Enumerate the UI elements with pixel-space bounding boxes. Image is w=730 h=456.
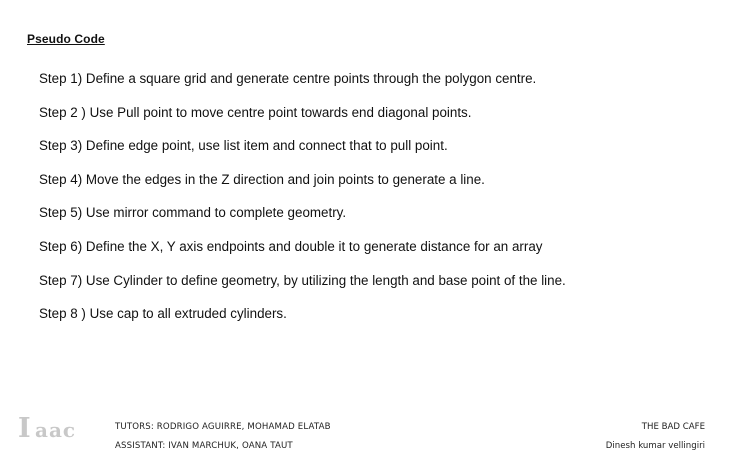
project-title: THE BAD CAFE: [641, 422, 705, 432]
step-7: Step 7) Use Cylinder to define geometry, by utilizing the length and base point of the line.: [39, 272, 566, 288]
step-5: Step 5) Use mirror command to complete geometry.: [39, 205, 347, 221]
steps-list: [39, 70, 566, 339]
step-3: Step 3) Define edge point, use list item and connect that to pull point.: [39, 138, 448, 154]
step-6: Step 6) Define the X, Y axis endpoints and double it to generate distance for an array: [39, 238, 543, 254]
step-4: Step 4) Move the edges in the Z direction and join points to generate a line.: [39, 171, 485, 187]
iaac-logo: [18, 412, 100, 444]
step-8: Step 8 ) Use cap to all extruded cylinders.: [39, 306, 287, 322]
page-heading: Pseudo Code: [27, 32, 105, 46]
step-2: Step 2 ) Use Pull point to move centre point towards end diagonal points.: [39, 104, 472, 120]
step-1: Step 1) Define a square grid and generate centre points through the polygon centre.: [39, 71, 537, 86]
author-name: Dinesh kumar vellingiri: [605, 441, 705, 451]
svg-text:aac: aac: [35, 418, 77, 442]
tutors-line: TUTORS: RODRIGO AGUIRRE, MOHAMAD ELATAB: [115, 422, 331, 432]
assistant-line: ASSISTANT: IVAN MARCHUK, OANA TAUT: [115, 441, 293, 451]
svg-text:I: I: [18, 413, 30, 444]
